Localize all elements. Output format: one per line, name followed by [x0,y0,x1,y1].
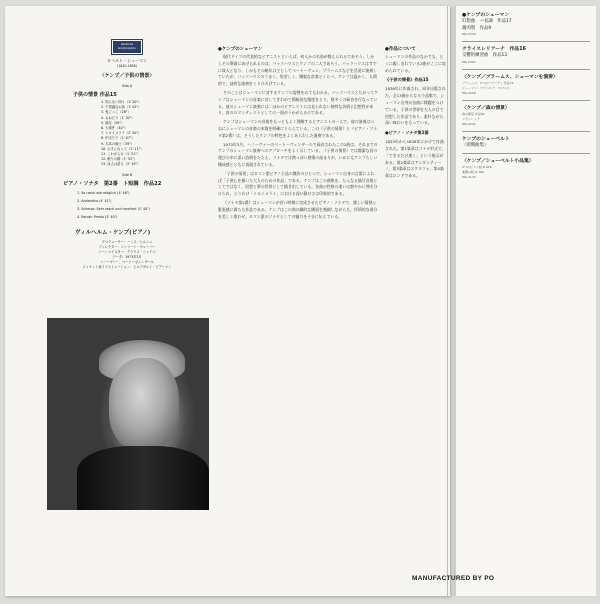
obi-item-6: 〈ケンプ／シューベルト小品集〉 3つのピアノ曲 D.946 楽興の時 D.780 MG-2132 [462,159,534,179]
liner-sheet [5,6,450,596]
side-a-label: Side A [121,84,133,88]
essay-body [218,54,378,220]
work1-movement: 11. こわがらせ（1' 51"） [101,152,141,157]
work2-movement: 3. Scherzo: Sehr rasch und markiert (1' 40") [77,206,150,211]
work1-movement: 10. むきになって（1' 11"） [101,146,144,151]
sheet-edge [447,6,448,596]
work1-movement: 4. おねだり（1' 02"） [101,115,135,120]
obi-item-5: ケンプのシューベルト 〈即興曲集〉 [462,136,510,148]
credit-line: ディレクター：コンラート・ヴェーバー [98,244,156,249]
notes-heading: ●作品について [385,47,416,52]
notes-intro: シューマンの作品のなかでも、とくに親しまれている2曲がここに収められている。 [385,54,446,73]
dg-label-logo: Deutsche Grammophon [112,40,142,54]
portrait-face [109,358,179,450]
credit-line: データ：1973年3月 [112,254,142,259]
work2-movement: 4. Rondo: Presto (5' 40") [77,214,118,219]
essay-column [218,46,378,222]
side-b-label: Side B [121,172,133,177]
essay-paragraph: ケンプはシューマンの音楽をもっともよく理解するピアニストの一人で、彼の演奏はつねにシューマンの音楽の本質を明確にとらえている。この《子供の情景》と《ピアノ・ソナタ第2番》は、そうしたケンプの特色をよくあらわした演奏である。 [218,119,378,138]
obi-item-1: ●ケンプのシューマン 幻想曲 ハ長調 作品17 謝肉祭 作品9 MG-2350 [462,13,512,36]
essay-paragraph: 《ソナタ第2番》はシューマンが若い時期に完成させたピアノ・ソナタで、激しい情熱と緊張感に満ちた作品である。ケンプはこの曲の劇的な側面を強調しながらも、抒情的な部分を美しく歌わせ、ロマン派のソナタとしての魅力を十分に伝えている。 [218,199,378,219]
credit-line: ジャケット表イラストレーション：ヒルデガルト・ビアーマン [82,264,172,269]
work1-title: 子供の情景 作品15 [73,92,117,98]
notes-column [385,46,447,182]
production-credits [43,240,211,270]
work2-movement: 2. Andantino (4' 41") [77,198,112,203]
artist-name: ヴィルヘルム・ケンプ(ピアノ) [75,229,151,236]
obi-divider [462,100,590,101]
credit-line: ハノーヴァー、ベートーヴェンザール [100,259,154,264]
work2-title: ピアノ・ソナタ 第2番 ト短調 作品22 [63,180,162,187]
essay-paragraph: 現代ドイツの代表的なピアニストといえば、何人かの名前が数えられるであろう。しかしその筆頭にあげられるのは、バックハウスとケンプの二人であろう。バックハウスはすでに故人となり、しかもその晩年は主としてベートーヴェン、ブラームスなどを活発に演奏していたが、バックハウスのうまく、堅苦しく、剛毅な音楽とくらべ、ケンプは温かく、人間的で、詩的な演奏をくりひろげている。 [218,54,378,87]
essay-heading: ●ケンプのシューマン [218,47,263,52]
obi-divider [462,153,590,154]
essay-paragraph: 1973年3月、ハノーヴァーのベートーヴェンザールで録音されたこの2曲は、それまでのケンプのシューマン演奏へのアプローチをよく示している。《子供の情景》では簡潔な音の運びの中に深い詩情をたたえ、ソナタでは熱っぽい感情の高まりが、いかにもケンプらしい構成感とともに表現されている。 [218,141,378,167]
program-column [43,38,211,300]
notes-p1: 1838年に作曲され、同年出版された。全13曲からなる小品集で、シューマン自身が各曲に標題をつけている。子供の世界を大人の目で回想した作品であり、素朴ながら深い味わいをもっている。 [385,86,446,126]
obi-item-3: 〈ケンプ／ブラームス、シューマンを演奏〉 ブラームス：2つのラプソディ 作品79 シューマン：アラベスク、ロマンス MG-2009 [462,74,558,95]
obi-divider [462,69,590,70]
album-title: 〈ケンプ／子供の情景〉 [99,73,155,79]
credit-line: トーンマイスター：クラウス・シャイベ [98,249,156,254]
work1-movement: 12. 眠りの精（1' 53"） [101,157,137,162]
work1-movement: 13. 詩人は語る（2' 19"） [101,162,141,167]
notes-sub1: 《子供の情景》作品15 [385,77,429,83]
work1-movement: 9. 木馬の騎士（39"） [101,141,134,146]
work1-movement: 7. トロイメライ（2' 50"） [101,131,142,136]
essay-paragraph: 「子供の情景」はロマン派ピアノ小品の傑作のひとつで、シューマン自身の言葉によれば「子供心を描いた大人のための作品」である。ケンプはこの曲集を、たんなる描写音楽としてではなく、回想と夢の世界として描き出している。各曲の性格の違いは鮮やかに弾き分けられ、とりわけ「トロイメライ」における深い静けさは印象的である。 [218,170,378,197]
work1-movement: 1. 知らない国々（1' 20"） [101,100,142,104]
work1-movement: 8. 炉ばたで（1' 07"） [101,136,135,141]
obi-divider [462,41,590,42]
notes-sub2: ●ピアノ・ソナタ第2番 [385,130,429,136]
composer-dates: (1810-1856) [117,64,137,68]
portrait-coat [77,446,209,510]
notes-p2: 1833年から1838年にかけて作曲された。第1楽章はソナタ形式で、「できるだけ速く」という指示がある。第2楽章はアンダンティーノ、第3楽章はスケルツォ、第4楽章はロンドである。 [385,139,446,179]
work1-movement: 3. 鬼ごっこ（26"） [101,110,131,115]
obi-item-2: クライスレリアーナ 作品16 交響的練習曲 作品13 MG-2397 [462,47,526,64]
obi-item-4: 〈ケンプ／森の情景〉 森の情景 作品82 ノヴェレッテ MG-2042 [462,105,510,126]
artist-portrait-photo [47,318,209,510]
manufactured-by-text: MANUFACTURED BY PO [412,575,495,582]
work2-movement: 1. So rasch wie möglich (4' 46") [77,190,130,195]
obi-strip [455,6,596,596]
work2-movement-list [43,189,211,221]
work1-movement: 6. 大事件（40"） [101,126,128,131]
essay-paragraph: そのことはシューマンに対するケンプの姿勢をみてもわかる。バックハウスとちがってケンプはシューマンの音楽に対してきわめて積極的な態度をとり、数多くの録音を行なっている。彼のシューマン演奏には、ほかのピアニストには見られない独特な詩情と幻想性があり、真のロマンティストとしての一面がうかがえるのである。 [218,89,378,116]
work1-movement-list [43,100,211,168]
work1-movement: 5. 満足（59"） [101,120,125,125]
work1-movement: 2. 不思議なお話（1' 02"） [101,105,142,110]
obi-divider [462,131,590,132]
credit-line: プロデューサー：ハンス・ヒルシュ [101,239,153,244]
composer-name: ロベルト・シューマン [107,58,147,63]
